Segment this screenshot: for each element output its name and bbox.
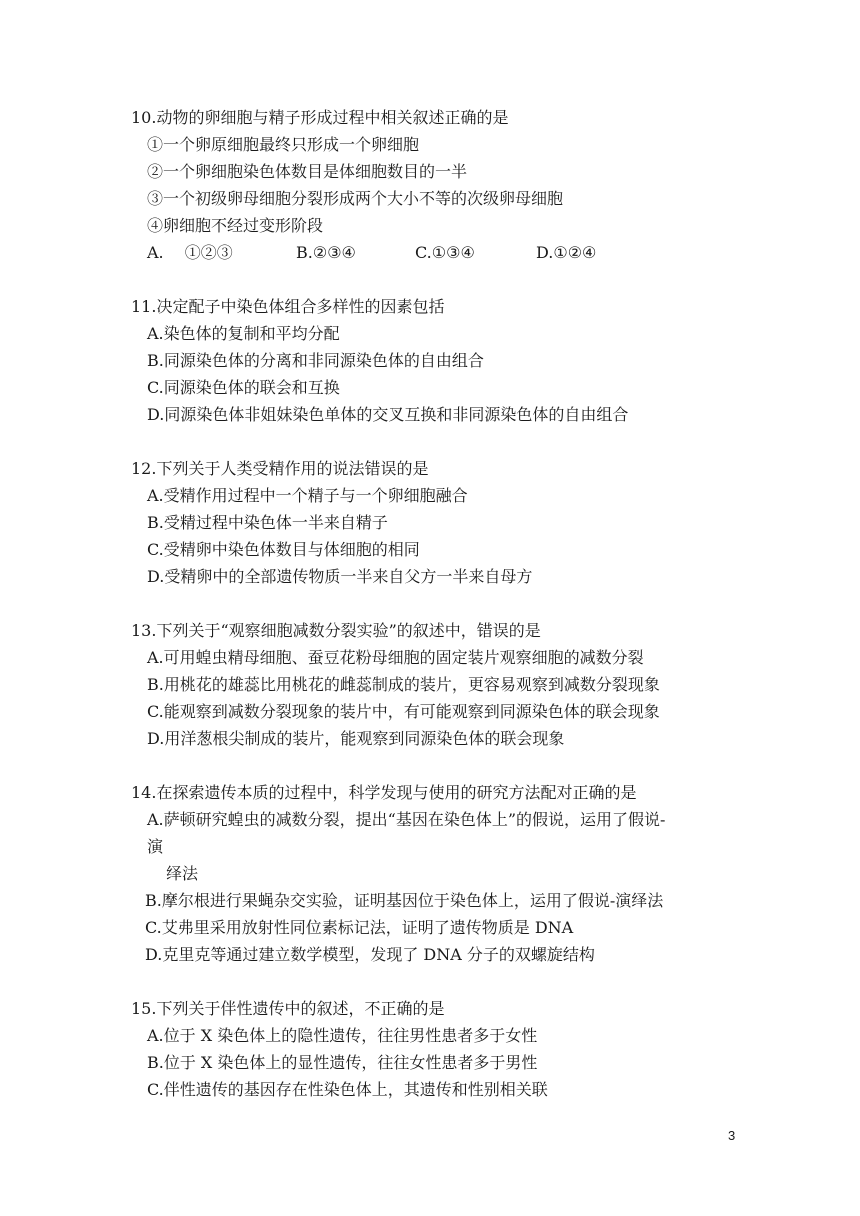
question-10-item-1: ①一个卵原细胞最终只形成一个卵细胞 — [147, 135, 420, 154]
question-14-option-c: C.艾弗里采用放射性同位素标记法，证明了遗传物质是 DNA — [145, 918, 574, 937]
question-13-option-b: B.用桃花的雄蕊比用桃花的雌蕊制成的装片，更容易观察到减数分裂现象 — [147, 675, 660, 694]
question-13-stem: 13.下列关于“观察细胞减数分裂实验”的叙述中，错误的是 — [131, 621, 541, 640]
question-11-option-a: A.染色体的复制和平均分配 — [147, 324, 340, 343]
question-12-option-a: A.受精作用过程中一个精子与一个卵细胞融合 — [147, 486, 468, 505]
question-12-option-b: B.受精过程中染色体一半来自精子 — [147, 513, 388, 532]
question-10-choice-a: A. ①②③ — [147, 243, 233, 262]
question-11-option-c: C.同源染色体的联会和互换 — [147, 378, 340, 397]
question-14-option-d: D.克里克等通过建立数学模型，发现了 DNA 分子的双螺旋结构 — [145, 945, 595, 964]
question-10-choice-c: C.①③④ — [415, 243, 475, 262]
question-14-option-a-line2: 演 — [147, 837, 164, 856]
question-10-choice-d: D.①②④ — [536, 243, 597, 262]
question-10-choice-b: B.②③④ — [296, 243, 356, 262]
question-14-option-a-line1: A.萨顿研究蝗虫的减数分裂，提出“基因在染色体上”的假说，运用了假说- — [147, 810, 666, 829]
question-14-option-b: B.摩尔根进行果蝇杂交实验，证明基因位于染色体上，运用了假说-演绎法 — [145, 891, 664, 910]
question-11-option-b: B.同源染色体的分离和非同源染色体的自由组合 — [147, 351, 484, 370]
question-15-option-c: C.伴性遗传的基因存在性染色体上，其遗传和性别相关联 — [147, 1080, 548, 1099]
question-14-option-a-line3: 绎法 — [166, 864, 199, 883]
question-15-option-b: B.位于 X 染色体上的显性遗传，往往女性患者多于男性 — [147, 1053, 538, 1072]
question-11-stem: 11.决定配子中染色体组合多样性的因素包括 — [131, 297, 445, 316]
question-13-option-a: A.可用蝗虫精母细胞、蚕豆花粉母细胞的固定装片观察细胞的减数分裂 — [147, 648, 644, 667]
question-13-option-c: C.能观察到减数分裂现象的装片中，有可能观察到同源染色体的联会现象 — [147, 702, 660, 721]
question-10-item-2: ②一个卵细胞染色体数目是体细胞数目的一半 — [147, 162, 468, 181]
question-13-option-d: D.用洋葱根尖制成的装片，能观察到同源染色体的联会现象 — [147, 729, 565, 748]
question-10-item-4: ④卵细胞不经过变形阶段 — [147, 216, 324, 235]
question-15-stem: 15.下列关于伴性遗传中的叙述，不正确的是 — [131, 999, 445, 1018]
question-11-option-d: D.同源染色体非姐妹染色单体的交叉互换和非同源染色体的自由组合 — [147, 405, 629, 424]
question-12-option-d: D.受精卵中的全部遗传物质一半来自父方一半来自母方 — [147, 567, 533, 586]
page-number: 3 — [728, 1128, 736, 1143]
question-14-stem: 14.在探索遗传本质的过程中，科学发现与使用的研究方法配对正确的是 — [131, 783, 637, 802]
question-12-stem: 12.下列关于人类受精作用的说法错误的是 — [131, 459, 429, 478]
question-12-option-c: C.受精卵中染色体数目与体细胞的相同 — [147, 540, 420, 559]
question-15-option-a: A.位于 X 染色体上的隐性遗传，往往男性患者多于女性 — [147, 1026, 538, 1045]
question-10-item-3: ③一个初级卵母细胞分裂形成两个大小不等的次级卵母细胞 — [147, 189, 564, 208]
question-10-stem: 10.动物的卵细胞与精子形成过程中相关叙述正确的是 — [131, 108, 509, 127]
